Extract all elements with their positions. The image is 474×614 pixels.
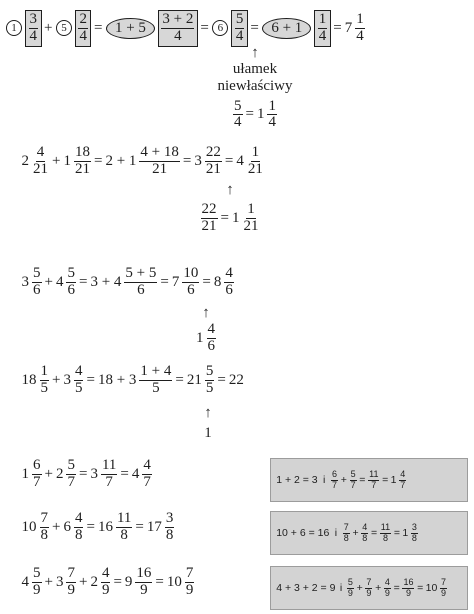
fraction-numerator: 5 xyxy=(350,469,356,480)
fraction-numerator: 1 xyxy=(318,11,327,27)
math-text: 3 xyxy=(63,371,71,388)
math-text: 2 xyxy=(21,152,29,169)
fraction-denominator: 8 xyxy=(40,526,48,543)
fraction-numerator: 5 xyxy=(67,457,75,473)
fraction-numerator: 7 xyxy=(185,565,194,581)
equation-line xyxy=(199,202,261,235)
mixed-number xyxy=(54,266,77,299)
math-text: = xyxy=(175,371,184,388)
math-text: i xyxy=(323,474,326,486)
math-text: 4 xyxy=(131,465,140,482)
fraction xyxy=(161,12,194,45)
math-text: = xyxy=(250,19,259,36)
math-text: = xyxy=(202,273,211,290)
math-text: = xyxy=(86,518,95,535)
mixed-number xyxy=(130,458,153,491)
fraction xyxy=(101,566,111,599)
note-label: niewłaściwy xyxy=(217,78,293,95)
fraction xyxy=(201,202,218,235)
math-text: 9 xyxy=(124,573,133,590)
fraction xyxy=(40,511,50,544)
math-text: i xyxy=(339,582,343,594)
fraction-numerator: 4 xyxy=(384,577,390,588)
math-text: = xyxy=(86,371,95,388)
math-text: + xyxy=(78,573,88,590)
fraction-numerator: 3 xyxy=(165,510,174,526)
fraction xyxy=(29,12,39,45)
fraction-denominator: 7 xyxy=(105,473,113,490)
fraction xyxy=(247,145,264,178)
math-text: + xyxy=(52,152,61,169)
math-text: 10 xyxy=(21,518,37,535)
up-arrow-icon: ↑ xyxy=(251,45,259,61)
highlighted-fraction xyxy=(158,10,198,47)
math-text: + xyxy=(52,371,61,388)
fraction-denominator: 21 xyxy=(33,160,48,177)
math-text: = xyxy=(93,152,103,169)
fraction-numerator: 1 xyxy=(268,97,276,114)
math-text: = xyxy=(120,465,129,482)
fraction xyxy=(135,566,152,599)
mixed-number xyxy=(401,523,419,543)
fraction-denominator: 21 xyxy=(243,217,259,234)
mixed-number xyxy=(20,364,51,397)
fraction-denominator: 8 xyxy=(411,532,417,543)
up-arrow-icon: ↑ xyxy=(202,305,210,321)
math-text: = xyxy=(217,371,226,388)
fraction-numerator: 4 xyxy=(207,321,215,337)
math-text: + xyxy=(44,273,53,290)
fraction-numerator: 4 xyxy=(143,457,151,473)
fraction xyxy=(205,364,215,397)
mixed-number xyxy=(212,266,235,299)
fraction xyxy=(365,578,372,598)
fraction-denominator: 8 xyxy=(382,532,388,543)
fraction-numerator: 11 xyxy=(101,457,117,473)
math-text: = xyxy=(220,209,229,226)
fraction xyxy=(207,322,217,355)
fraction-denominator: 6 xyxy=(225,281,233,298)
fraction-numerator: 4 + 18 xyxy=(140,144,179,160)
mixed-number xyxy=(195,322,218,355)
whole-sum-oval: 6 + 1 xyxy=(262,18,311,39)
fraction xyxy=(66,266,76,299)
fraction xyxy=(185,566,195,599)
fraction-denominator: 4 xyxy=(234,114,242,131)
math-text: = xyxy=(78,273,88,290)
fraction-denominator: 9 xyxy=(67,581,75,598)
equation-line xyxy=(232,99,279,132)
fraction xyxy=(368,470,379,490)
math-text: = xyxy=(382,474,389,486)
fraction-numerator: 11 xyxy=(369,469,379,480)
fraction-numerator: 6 xyxy=(33,457,41,473)
fraction-denominator: 21 xyxy=(247,160,263,177)
math-text: 3 xyxy=(21,273,29,290)
fraction-numerator: 18 xyxy=(74,144,90,160)
conversion-note-2 xyxy=(200,183,260,235)
fraction-denominator: 5 xyxy=(40,379,48,396)
mixed-number xyxy=(255,99,278,132)
fraction-denominator: 6 xyxy=(207,337,215,354)
fraction xyxy=(440,578,447,598)
fraction xyxy=(233,99,243,132)
math-text: 21 xyxy=(186,371,202,388)
fraction-numerator: 6 xyxy=(332,469,338,480)
fraction-denominator: 21 xyxy=(74,160,90,177)
fraction xyxy=(205,145,222,178)
math-text: 1 xyxy=(21,465,29,482)
fraction-numerator: 22 xyxy=(201,201,217,217)
fraction-denominator: 4 xyxy=(79,27,87,44)
fraction xyxy=(32,145,49,178)
math-text: + xyxy=(375,582,382,594)
math-text: 1 xyxy=(196,329,204,346)
math-text: + xyxy=(352,527,359,539)
fraction-denominator: 8 xyxy=(343,532,349,543)
math-text: 2 + 1 xyxy=(105,152,137,169)
fraction xyxy=(139,364,172,397)
fraction xyxy=(402,578,414,598)
fraction xyxy=(40,364,50,397)
fraction-denominator: 8 xyxy=(362,532,368,543)
fraction-denominator: 7 xyxy=(350,479,356,490)
fraction-numerator: 22 xyxy=(205,144,221,160)
fraction xyxy=(116,511,132,544)
mixed-number xyxy=(193,145,224,178)
fraction-numerator: 5 xyxy=(33,565,41,581)
fraction-denominator: 6 xyxy=(137,281,145,298)
fraction-numerator: 1 xyxy=(356,11,364,27)
fraction-numerator: 5 xyxy=(33,265,41,281)
mixed-number xyxy=(96,511,133,544)
step-marker: 5 xyxy=(56,20,72,36)
fraction xyxy=(331,470,338,490)
math-text: 4 xyxy=(55,273,64,290)
highlighted-fraction xyxy=(231,10,248,47)
math-text: = xyxy=(155,573,164,590)
fraction-numerator: 4 xyxy=(362,522,368,533)
fraction-numerator: 5 xyxy=(234,97,242,114)
math-text: i xyxy=(334,527,338,539)
fraction-denominator: 7 xyxy=(33,473,41,490)
math-text: 1 xyxy=(402,527,409,539)
fraction-numerator: 16 xyxy=(403,577,414,588)
fraction-denominator: 7 xyxy=(332,479,338,490)
fraction-numerator: 4 xyxy=(36,144,45,160)
math-text: = xyxy=(200,19,209,36)
mixed-number xyxy=(20,511,51,544)
fraction xyxy=(74,364,84,397)
fraction-denominator: 7 xyxy=(371,479,377,490)
fraction-denominator: 9 xyxy=(33,581,41,598)
fraction-denominator: 5 xyxy=(205,379,214,396)
math-text: = xyxy=(393,582,400,594)
math-text: 10 xyxy=(425,582,438,594)
math-text: = xyxy=(113,573,122,590)
mixed-number xyxy=(145,511,176,544)
fraction xyxy=(142,458,152,491)
fraction-numerator: 7 xyxy=(67,565,75,581)
fraction-denominator: 4 xyxy=(174,27,182,44)
fraction xyxy=(235,12,245,45)
fraction-denominator: 4 xyxy=(318,27,327,44)
math-text: 1 xyxy=(63,152,71,169)
mixed-number xyxy=(185,364,216,397)
fraction xyxy=(32,566,42,599)
mixed-number xyxy=(20,266,43,299)
fraction-denominator: 9 xyxy=(366,587,372,598)
math-text: 10 + 6 = 16 xyxy=(276,527,330,539)
math-text: 18 xyxy=(21,371,37,388)
fraction xyxy=(182,266,199,299)
math-text: 7 xyxy=(171,273,180,290)
mixed-number xyxy=(165,566,196,599)
fraction xyxy=(343,523,350,543)
fraction-denominator: 9 xyxy=(405,587,411,598)
math-text: 1 + 2 = 3 xyxy=(276,474,318,486)
fraction-numerator: 3 xyxy=(411,522,417,533)
fraction-denominator: 7 xyxy=(143,473,151,490)
mixed-number xyxy=(20,458,43,491)
fraction xyxy=(350,470,357,490)
math-text: = xyxy=(359,474,366,486)
math-text: 3 xyxy=(55,573,64,590)
math-text: + xyxy=(356,582,363,594)
fraction xyxy=(124,266,157,299)
fraction xyxy=(66,566,76,599)
fraction-numerator: 11 xyxy=(380,522,391,533)
conversion-note-3 xyxy=(186,306,226,355)
fraction-denominator: 6 xyxy=(187,281,195,298)
fraction-denominator: 4 xyxy=(235,27,244,44)
fraction-denominator: 6 xyxy=(33,281,41,298)
fraction-numerator: 1 xyxy=(40,363,48,379)
fraction xyxy=(380,523,391,543)
fraction-numerator: 1 xyxy=(251,144,260,160)
fraction-numerator: 1 + 4 xyxy=(140,363,172,379)
fraction-denominator: 5 xyxy=(74,379,83,396)
fraction-numerator: 3 xyxy=(29,11,37,27)
fraction-denominator: 21 xyxy=(201,217,217,234)
fraction-numerator: 1 xyxy=(247,201,255,217)
mixed-number xyxy=(170,266,201,299)
math-text: 17 xyxy=(146,518,162,535)
highlighted-fraction xyxy=(314,10,331,47)
highlighted-fraction xyxy=(25,10,42,47)
math-text: 3 xyxy=(194,152,202,169)
math-text: = xyxy=(93,19,103,36)
mixed-number xyxy=(389,470,407,490)
fraction-numerator: 7 xyxy=(40,510,48,526)
fraction xyxy=(384,578,391,598)
math-text: 3 xyxy=(90,465,98,482)
fraction-denominator: 9 xyxy=(101,581,110,598)
math-text: = xyxy=(78,465,88,482)
math-text: = xyxy=(224,152,234,169)
fraction-denominator: 8 xyxy=(74,526,83,543)
fraction-denominator: 6 xyxy=(67,281,75,298)
math-text: = xyxy=(393,527,400,539)
math-text: 1 xyxy=(231,209,240,226)
fraction xyxy=(355,12,365,45)
equation-row-7 xyxy=(20,566,196,599)
fraction-numerator: 4 xyxy=(74,510,83,526)
mixed-number xyxy=(123,566,154,599)
fraction xyxy=(74,145,91,178)
math-text: 18 + 3 xyxy=(97,371,137,388)
mixed-number xyxy=(62,145,93,178)
math-text: 4 + 3 + 2 = 9 xyxy=(276,582,336,594)
fraction-denominator: 8 xyxy=(120,526,128,543)
math-text: + xyxy=(44,573,53,590)
fraction-denominator: 7 xyxy=(67,473,75,490)
math-text: 2 xyxy=(55,465,64,482)
highlighted-fraction xyxy=(75,10,92,47)
fraction-numerator: 4 xyxy=(101,565,110,581)
fraction xyxy=(399,470,406,490)
fraction xyxy=(32,266,42,299)
math-text: + xyxy=(52,518,61,535)
equation-row-1 xyxy=(4,10,366,47)
fraction-denominator: 8 xyxy=(165,526,174,543)
math-text: = xyxy=(417,582,424,594)
fraction-denominator: 4 xyxy=(268,114,276,131)
math-text: = xyxy=(333,19,342,36)
math-text: = xyxy=(245,106,254,123)
fraction xyxy=(32,458,42,491)
fraction-denominator: 7 xyxy=(400,479,406,490)
fraction-denominator: 21 xyxy=(205,160,221,177)
fraction-denominator: 9 xyxy=(441,587,447,598)
math-text: 16 xyxy=(97,518,113,535)
step-marker: 1 xyxy=(6,20,22,36)
math-text: 4 xyxy=(21,573,29,590)
fraction-numerator: 11 xyxy=(116,510,132,526)
equation-row-5 xyxy=(20,458,153,491)
mixed-number xyxy=(89,566,112,599)
hint-box-2 xyxy=(270,511,468,555)
fraction-numerator: 4 xyxy=(225,265,233,281)
fraction-numerator: 5 xyxy=(347,577,353,588)
fraction-denominator: 9 xyxy=(384,587,390,598)
whole-sum-oval: 1 + 5 xyxy=(106,18,155,39)
fraction-denominator: 5 xyxy=(152,379,160,396)
equation-row-6 xyxy=(20,511,176,544)
math-text: 2 xyxy=(90,573,98,590)
fraction-denominator: 9 xyxy=(185,581,194,598)
conversion-note-4 xyxy=(196,406,220,442)
math-text: 4 xyxy=(236,152,244,169)
fraction-denominator: 21 xyxy=(152,160,168,177)
fraction xyxy=(318,12,328,45)
fraction-denominator: 4 xyxy=(29,27,37,44)
math-text: 1 xyxy=(204,425,212,441)
fraction-numerator: 7 xyxy=(343,522,349,533)
math-text: = xyxy=(182,152,192,169)
math-text: + xyxy=(340,474,347,486)
mixed-number xyxy=(62,364,85,397)
math-text: = xyxy=(135,518,144,535)
fraction-numerator: 5 xyxy=(235,11,244,27)
fraction xyxy=(74,511,84,544)
equation-row-3 xyxy=(20,266,235,299)
fraction xyxy=(361,523,368,543)
mixed-number xyxy=(230,202,261,235)
math-text: + xyxy=(44,19,53,36)
mixed-number xyxy=(20,145,51,178)
fraction-numerator: 4 xyxy=(74,363,83,379)
fraction-numerator: 5 xyxy=(67,265,75,281)
fraction xyxy=(411,523,418,543)
mixed-number xyxy=(89,458,119,491)
fraction xyxy=(139,145,179,178)
fraction-denominator: 9 xyxy=(347,587,353,598)
math-text: 10 xyxy=(166,573,182,590)
fraction xyxy=(347,578,354,598)
fraction xyxy=(267,99,277,132)
up-arrow-icon: ↑ xyxy=(204,405,212,421)
step-marker: 6 xyxy=(212,20,228,36)
mixed-number xyxy=(235,145,266,178)
math-text: 1 xyxy=(390,474,397,486)
fraction-numerator: 5 xyxy=(205,363,214,379)
math-text: 1 xyxy=(256,106,265,123)
fraction xyxy=(224,266,234,299)
mixed-number xyxy=(424,578,448,598)
fraction xyxy=(101,458,117,491)
note-label: ułamek xyxy=(232,61,278,77)
equation-row-2 xyxy=(20,145,265,178)
fraction-numerator: 4 xyxy=(400,469,406,480)
math-text: 8 xyxy=(213,273,222,290)
math-text: + xyxy=(44,465,53,482)
mixed-number xyxy=(20,566,43,599)
fraction-denominator: 4 xyxy=(356,27,364,44)
fraction-numerator: 10 xyxy=(183,265,199,281)
equation-row-4 xyxy=(20,364,245,397)
math-text: 7 xyxy=(344,19,353,36)
fraction xyxy=(242,202,259,235)
fraction-numerator: 7 xyxy=(441,577,447,588)
math-text: = xyxy=(160,273,169,290)
up-arrow-icon: ↑ xyxy=(226,182,234,198)
fraction-numerator: 5 + 5 xyxy=(125,265,157,281)
math-text: = xyxy=(370,527,378,539)
fraction xyxy=(78,12,88,45)
hint-box-1 xyxy=(270,458,468,502)
math-text: 6 xyxy=(63,518,71,535)
improper-fraction-note xyxy=(205,46,305,131)
fraction-numerator: 7 xyxy=(366,577,372,588)
fraction xyxy=(66,458,76,491)
mixed-number xyxy=(343,12,366,45)
math-text: 22 xyxy=(228,371,244,388)
fraction-numerator: 16 xyxy=(136,565,152,581)
mixed-number xyxy=(54,566,77,599)
mixed-number xyxy=(62,511,85,544)
fraction-numerator: 3 + 2 xyxy=(162,11,194,27)
mixed-number xyxy=(54,458,77,491)
hint-box-3 xyxy=(270,566,468,610)
fraction-denominator: 9 xyxy=(140,581,148,598)
math-text: 3 + 4 xyxy=(90,273,122,290)
fraction-numerator: 2 xyxy=(79,11,87,27)
fraction xyxy=(165,511,175,544)
